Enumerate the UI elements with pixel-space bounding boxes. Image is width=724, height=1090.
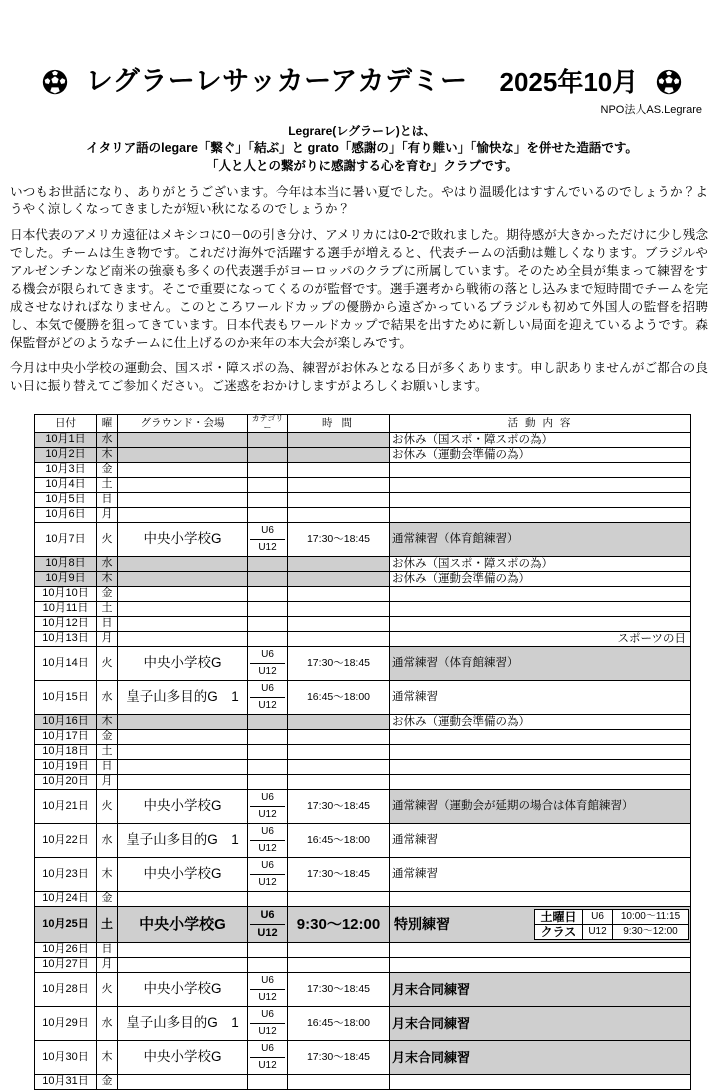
cell-date: 10月16日 [35, 714, 97, 729]
table-row [35, 522, 691, 556]
cell-time [288, 729, 390, 744]
cell-time [288, 556, 390, 571]
table-row [35, 972, 691, 1006]
cell-category [248, 522, 288, 556]
table-row [35, 631, 691, 646]
cell-date: 10月21日 [35, 789, 97, 823]
table-row [35, 789, 691, 823]
cell-weekday: 金 [97, 729, 118, 744]
cell-date: 10月28日 [35, 972, 97, 1006]
cell-ground: 中央小学校G [118, 646, 248, 680]
column-header-dow: 曜 [97, 415, 118, 433]
table-header-row [35, 415, 691, 433]
organization-name: NPO法人AS.Legrare [600, 104, 702, 116]
cell-category [248, 646, 288, 680]
category-u6: U6 [250, 523, 285, 540]
soccer-ball-icon-right [656, 69, 682, 95]
cell-ground [118, 601, 248, 616]
cell-date: 10月6日 [35, 507, 97, 522]
cell-date: 10月2日 [35, 447, 97, 462]
cell-category [248, 942, 288, 957]
page-title: レグラーレサッカーアカデミー [85, 66, 468, 96]
cell-weekday: 木 [97, 571, 118, 586]
cell-date: 10月22日 [35, 823, 97, 857]
cell-weekday: 金 [97, 586, 118, 601]
cell-activity [390, 507, 691, 522]
cell-date: 10月12日 [35, 616, 97, 631]
cell-activity [390, 477, 691, 492]
cell-time: 16:45～18:00 [288, 680, 390, 714]
category-u12: U12 [258, 842, 277, 854]
category-u12: U12 [258, 699, 277, 711]
cell-time [288, 759, 390, 774]
category-u12: U12 [258, 876, 277, 888]
cell-time [288, 1074, 390, 1089]
category-u6: U6 [250, 1007, 285, 1024]
table-row [35, 1074, 691, 1089]
cell-category [248, 601, 288, 616]
cell-date: 10月9日 [35, 571, 97, 586]
schedule-table [34, 414, 691, 1090]
cell-weekday: 金 [97, 891, 118, 906]
cell-activity: 通常練習 [390, 857, 691, 891]
table-row [35, 942, 691, 957]
cell-ground: 中央小学校G [118, 522, 248, 556]
cell-category [248, 462, 288, 477]
category-u6: U6 [250, 973, 285, 990]
cell-time [288, 891, 390, 906]
cell-ground [118, 586, 248, 601]
cell-date: 10月15日 [35, 680, 97, 714]
cell-activity [390, 729, 691, 744]
cell-weekday: 日 [97, 942, 118, 957]
cell-ground [118, 447, 248, 462]
category-u6: U6 [250, 824, 285, 841]
cell-date: 10月10日 [35, 586, 97, 601]
cell-weekday: 月 [97, 774, 118, 789]
cell-date: 10月31日 [35, 1074, 97, 1089]
category-u12: U12 [258, 1025, 277, 1037]
cell-weekday: 金 [97, 1074, 118, 1089]
table-row [35, 823, 691, 857]
cell-time: 17:30～18:45 [288, 972, 390, 1006]
saturday-class-row-u6 [535, 909, 689, 924]
saturday-class-row-u12 [535, 924, 689, 939]
cell-weekday: 木 [97, 857, 118, 891]
cell-ground: 中央小学校G [118, 972, 248, 1006]
category-u12: U12 [257, 926, 278, 939]
table-row [35, 556, 691, 571]
table-row [35, 759, 691, 774]
category-u6: U6 [250, 907, 285, 925]
cell-ground [118, 556, 248, 571]
cell-time [288, 714, 390, 729]
cell-activity [390, 1074, 691, 1089]
cell-weekday: 土 [97, 906, 118, 942]
cell-time [288, 616, 390, 631]
cell-weekday: 水 [97, 823, 118, 857]
cell-ground [118, 1074, 248, 1089]
cell-time [288, 477, 390, 492]
cell-time [288, 601, 390, 616]
cell-category [248, 507, 288, 522]
cell-time [288, 957, 390, 972]
cell-activity: 通常練習 [390, 680, 691, 714]
table-row [35, 729, 691, 744]
cell-weekday: 火 [97, 522, 118, 556]
cell-date: 10月23日 [35, 857, 97, 891]
cell-ground [118, 729, 248, 744]
club-tagline [0, 123, 724, 176]
category-u6: U6 [250, 858, 285, 875]
table-row [35, 462, 691, 477]
body-paragraph-1: いつもお世話になり、ありがとうございます。今年は本当に暑い夏でした。やはり温暖化はすすんでいるのでしょうか？ようやく涼しくなってきましたが短い秋になるのでしょうか？ [10, 184, 708, 217]
cell-activity [390, 957, 691, 972]
cell-date: 10月13日 [35, 631, 97, 646]
cell-time [288, 586, 390, 601]
cell-date: 10月30日 [35, 1040, 97, 1074]
column-header-time: 時 間 [288, 415, 390, 433]
cell-ground: 皇子山多目的G 1 [118, 823, 248, 857]
table-row [35, 857, 691, 891]
cell-date: 10月5日 [35, 492, 97, 507]
cell-ground: 中央小学校G [118, 1040, 248, 1074]
category-u12: U12 [258, 808, 277, 820]
saturday-class-u12-category: U12 [583, 924, 613, 939]
tagline-line-2: イタリア語のlegare「繋ぐ」「結ぶ」と grato「感謝の」「有り難い」「愉快な」を併せた造語です。 [86, 141, 638, 156]
cell-category [248, 759, 288, 774]
saturday-class-table [534, 909, 689, 940]
table-row [35, 1040, 691, 1074]
category-u6: U6 [250, 790, 285, 807]
cell-date: 10月27日 [35, 957, 97, 972]
cell-weekday: 木 [97, 1040, 118, 1074]
cell-weekday: 木 [97, 447, 118, 462]
table-row [35, 492, 691, 507]
cell-date: 10月7日 [35, 522, 97, 556]
cell-time [288, 507, 390, 522]
cell-ground [118, 432, 248, 447]
cell-time [288, 942, 390, 957]
cell-activity [390, 774, 691, 789]
table-row [35, 586, 691, 601]
table-row [35, 616, 691, 631]
saturday-class-u6-category: U6 [583, 909, 613, 924]
cell-weekday: 日 [97, 759, 118, 774]
column-header-date: 日付 [35, 415, 97, 433]
column-header-category: カテゴリー [248, 415, 288, 433]
cell-ground [118, 492, 248, 507]
table-row [35, 646, 691, 680]
cell-ground [118, 616, 248, 631]
cell-ground: 中央小学校G [118, 857, 248, 891]
cell-ground [118, 744, 248, 759]
cell-weekday: 土 [97, 477, 118, 492]
table-row [35, 957, 691, 972]
cell-category [248, 586, 288, 601]
cell-activity: 月末合同練習 [390, 1006, 691, 1040]
table-row [35, 1006, 691, 1040]
cell-ground [118, 942, 248, 957]
cell-activity [390, 462, 691, 477]
category-u6: U6 [250, 1041, 285, 1058]
cell-weekday: 土 [97, 744, 118, 759]
cell-ground [118, 571, 248, 586]
cell-category [248, 492, 288, 507]
cell-weekday: 金 [97, 462, 118, 477]
cell-activity [390, 586, 691, 601]
cell-time [288, 744, 390, 759]
body-paragraph-2: 日本代表のアメリカ遠征はメキシコに0－0の引き分け、アメリカには0-2で敗れました。期待感が大きかっただけに少し残念でした。チームは生き物です。これだけ海外で活躍する選手が増えると、代表チームの活動は難しくなります。ブラジルやアルゼンチンなど南米の強豪も多くの代表選手がヨーロッパのクラブに所属しています。そのため全員が集まって練習をする機会が限られてきます。そこで重要になってくるのが監督です。選手選考から戦術の落とし込みまで短時間でチームを完成させなければなりません。このところワールドカップの優勝から遠ざかっているブラジルも初めて外国人の監督を招聘し、本気で優勝を狙ってきています。日本代表もワールドカップで結果を出すために新しい局面を迎えているようです。森保監督がどのようなチームに仕上げるのか来年の本大会が楽しみです。 [10, 228, 708, 350]
column-header-ground: グラウンド・会場 [118, 415, 248, 433]
cell-weekday: 木 [97, 714, 118, 729]
cell-category [248, 477, 288, 492]
cell-time: 9:30～12:00 [288, 906, 390, 942]
cell-category [248, 1040, 288, 1074]
cell-activity [390, 744, 691, 759]
cell-activity: 月末合同練習 [390, 972, 691, 1006]
cell-activity: 通常練習 [390, 823, 691, 857]
table-row [35, 906, 691, 942]
cell-ground [118, 507, 248, 522]
cell-activity [390, 891, 691, 906]
category-u6: U6 [250, 681, 285, 698]
cell-ground [118, 714, 248, 729]
cell-ground: 皇子山多目的G 1 [118, 680, 248, 714]
cell-activity [390, 492, 691, 507]
category-u12: U12 [258, 991, 277, 1003]
tagline-line-3: 「人と人との繋がりに感謝する心を育む」クラブです。 [206, 158, 518, 173]
cell-time: 17:30～18:45 [288, 789, 390, 823]
cell-time [288, 492, 390, 507]
cell-category [248, 680, 288, 714]
table-row [35, 447, 691, 462]
cell-ground: 皇子山多目的G 1 [118, 1006, 248, 1040]
cell-category [248, 891, 288, 906]
cell-ground [118, 462, 248, 477]
newsletter-body [10, 184, 708, 397]
cell-activity: 通常練習（運動会が延期の場合は体育館練習） [390, 789, 691, 823]
cell-date: 10月8日 [35, 556, 97, 571]
cell-weekday: 土 [97, 601, 118, 616]
cell-date: 10月20日 [35, 774, 97, 789]
cell-date: 10月25日 [35, 906, 97, 942]
cell-ground [118, 891, 248, 906]
cell-activity [390, 616, 691, 631]
cell-time [288, 462, 390, 477]
table-row [35, 714, 691, 729]
cell-weekday: 月 [97, 957, 118, 972]
saturday-class-u12-time: 9:30～12:00 [613, 924, 689, 939]
cell-date: 10月24日 [35, 891, 97, 906]
cell-weekday: 日 [97, 492, 118, 507]
cell-activity [390, 942, 691, 957]
cell-category [248, 789, 288, 823]
cell-time [288, 631, 390, 646]
schedule-table-container [34, 414, 690, 1090]
table-row [35, 507, 691, 522]
category-u12: U12 [258, 665, 277, 677]
cell-activity: お休み（運動会準備の為） [390, 714, 691, 729]
cell-date: 10月17日 [35, 729, 97, 744]
cell-weekday: 水 [97, 432, 118, 447]
cell-date: 10月19日 [35, 759, 97, 774]
page-header [0, 0, 724, 95]
category-u6: U6 [250, 647, 285, 664]
cell-date: 10月1日 [35, 432, 97, 447]
cell-ground [118, 631, 248, 646]
cell-category [248, 972, 288, 1006]
cell-category [248, 744, 288, 759]
cell-ground [118, 774, 248, 789]
cell-time: 17:30～18:45 [288, 857, 390, 891]
category-u12: U12 [258, 541, 277, 553]
cell-activity: お休み（運動会準備の為） [390, 447, 691, 462]
cell-category [248, 571, 288, 586]
cell-ground [118, 477, 248, 492]
cell-category [248, 857, 288, 891]
table-row [35, 774, 691, 789]
cell-activity: 通常練習（体育館練習） [390, 646, 691, 680]
category-u12: U12 [258, 1059, 277, 1071]
cell-activity: スポーツの日 [390, 631, 691, 646]
cell-date: 10月14日 [35, 646, 97, 680]
cell-category [248, 1074, 288, 1089]
cell-weekday: 月 [97, 507, 118, 522]
cell-category [248, 556, 288, 571]
cell-date: 10月18日 [35, 744, 97, 759]
cell-time [288, 774, 390, 789]
saturday-class-label-line2: クラス [535, 924, 583, 939]
cell-weekday: 水 [97, 680, 118, 714]
table-row [35, 601, 691, 616]
saturday-class-label-line1: 土曜日 [535, 909, 583, 924]
cell-weekday: 日 [97, 616, 118, 631]
cell-date: 10月29日 [35, 1006, 97, 1040]
cell-activity [390, 906, 691, 942]
cell-time: 17:30～18:45 [288, 1040, 390, 1074]
cell-time [288, 447, 390, 462]
cell-time: 16:45～18:00 [288, 1006, 390, 1040]
saturday-class-u6-time: 10:00～11:15 [613, 909, 689, 924]
cell-date: 10月4日 [35, 477, 97, 492]
cell-weekday: 火 [97, 972, 118, 1006]
table-row [35, 571, 691, 586]
cell-category [248, 1006, 288, 1040]
cell-category [248, 774, 288, 789]
cell-time: 16:45～18:00 [288, 823, 390, 857]
cell-time [288, 571, 390, 586]
cell-weekday: 水 [97, 556, 118, 571]
cell-category [248, 823, 288, 857]
column-header-activity: 活 動 内 容 [390, 415, 691, 433]
cell-ground [118, 957, 248, 972]
soccer-ball-icon-left [42, 69, 68, 95]
cell-category [248, 447, 288, 462]
cell-date: 10月11日 [35, 601, 97, 616]
cell-activity: お休み（国スポ・障スポの為） [390, 556, 691, 571]
tagline-line-1: Legrare(レグラーレ)とは、 [288, 124, 436, 138]
cell-activity: お休み（国スポ・障スポの為） [390, 432, 691, 447]
cell-category [248, 432, 288, 447]
schedule-table-body [35, 432, 691, 1089]
cell-category [248, 616, 288, 631]
cell-weekday: 火 [97, 646, 118, 680]
cell-activity: 月末合同練習 [390, 1040, 691, 1074]
cell-date: 10月26日 [35, 942, 97, 957]
cell-category [248, 729, 288, 744]
table-row [35, 432, 691, 447]
cell-category [248, 631, 288, 646]
cell-ground [118, 759, 248, 774]
body-paragraph-3: 今月は中央小学校の運動会、国スポ・障スポの為、練習がお休みとなる日が多くあります。申し訳ありませんがご都合の良い日に振り替えてご参加ください。ご迷惑をおかけしますがよろしくお願いします。 [10, 361, 708, 394]
cell-category [248, 906, 288, 942]
table-row [35, 477, 691, 492]
cell-ground: 中央小学校G [118, 906, 248, 942]
cell-activity [390, 601, 691, 616]
cell-time [288, 432, 390, 447]
cell-category [248, 714, 288, 729]
schedule-table-head [35, 415, 691, 433]
activity-label: 特別練習 [394, 916, 450, 933]
cell-weekday: 火 [97, 789, 118, 823]
table-row [35, 891, 691, 906]
cell-weekday: 水 [97, 1006, 118, 1040]
cell-time: 17:30～18:45 [288, 522, 390, 556]
cell-activity: お休み（運動会準備の為） [390, 571, 691, 586]
cell-activity: 通常練習（体育館練習） [390, 522, 691, 556]
table-row [35, 680, 691, 714]
cell-activity [390, 759, 691, 774]
cell-weekday: 月 [97, 631, 118, 646]
cell-ground: 中央小学校G [118, 789, 248, 823]
table-row [35, 744, 691, 759]
cell-time: 17:30～18:45 [288, 646, 390, 680]
issue-month: 2025年10月 [499, 66, 639, 97]
cell-category [248, 957, 288, 972]
cell-date: 10月3日 [35, 462, 97, 477]
